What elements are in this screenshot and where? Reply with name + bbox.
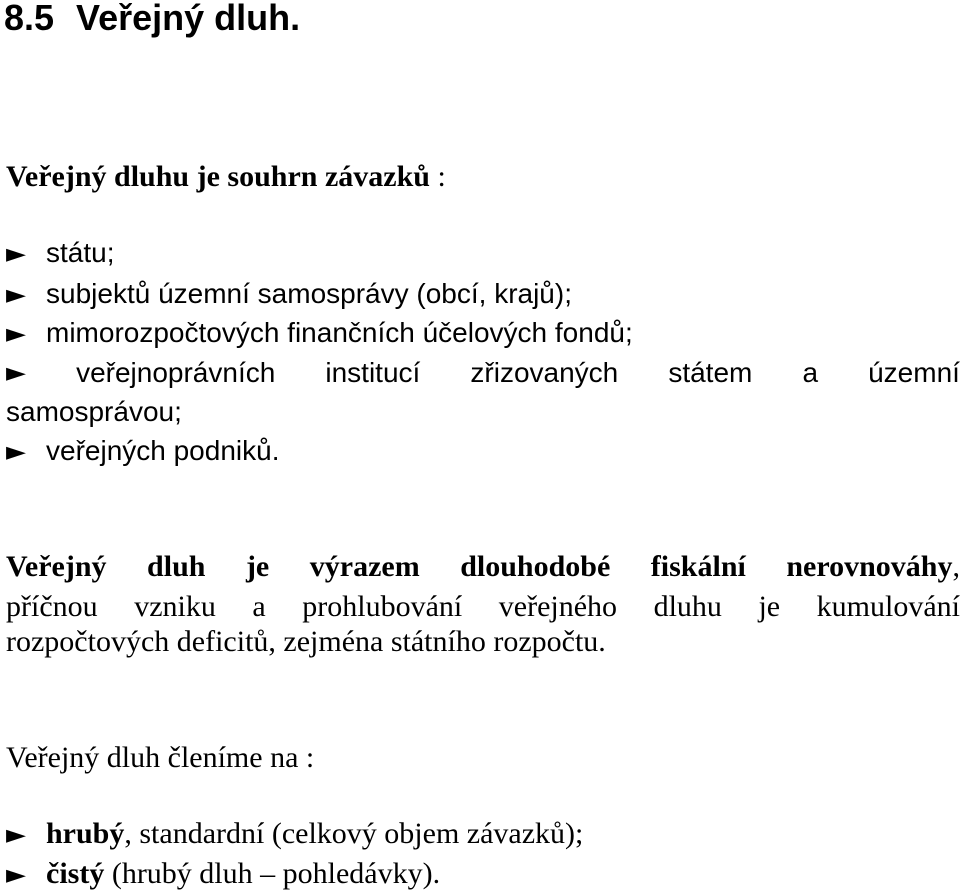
- word: institucí: [325, 357, 421, 388]
- bullet-arrow-icon: ►: [6, 239, 26, 269]
- word: státem: [668, 357, 753, 388]
- word: a: [802, 357, 819, 388]
- list-item-continuation: samosprávou;: [6, 396, 182, 427]
- list-item-text: státu;: [46, 237, 115, 268]
- word: územní: [868, 357, 960, 388]
- paragraph-comma: ,: [952, 550, 960, 583]
- list-item: [6, 432, 279, 471]
- definition-intro-bold: Veřejný dluhu je souhrn závazků: [6, 160, 430, 193]
- bullet-arrow-icon: ►: [6, 358, 26, 388]
- list-item: [6, 275, 572, 314]
- list-item-text: mimorozpočtových finančních účelových fondů;: [46, 317, 633, 348]
- list-item-desc: (hrubý dluh – pohledávky).: [104, 857, 441, 890]
- list-item-desc: , standardní (celkový objem závazků);: [124, 817, 584, 850]
- paragraph-line: rozpočtových deficitů, zejména státního rozpočtu.: [6, 625, 606, 658]
- word: zřizovaných: [470, 357, 619, 388]
- paragraph-line: [6, 547, 960, 587]
- bullet-arrow-icon: ►: [6, 319, 26, 349]
- list-item-text: subjektů územní samosprávy (obcí, krajů);: [46, 278, 572, 309]
- section-title: Veřejný dluh.: [76, 0, 301, 38]
- list-item: [6, 815, 583, 854]
- section-heading: [4, 0, 300, 40]
- list-item-long: [6, 354, 960, 392]
- bullet-arrow-icon: ►: [6, 280, 26, 310]
- bullet-arrow-icon: ►: [6, 437, 26, 467]
- definition-intro-rest: :: [429, 160, 446, 193]
- list-item: [6, 234, 114, 273]
- bullet-arrow-icon: ►: [6, 860, 26, 890]
- paragraph-line: příčnou vzniku a prohlubování veřejného dluhu je kumulování: [6, 590, 960, 623]
- bullet-arrow-icon: ►: [6, 820, 26, 850]
- list-item-term: hrubý: [46, 817, 125, 850]
- section-number: 8.5: [4, 0, 55, 38]
- list-item-text: veřejných podniků.: [46, 435, 280, 466]
- definition-intro: [6, 158, 446, 196]
- division-intro: Veřejný dluh členíme na :: [6, 741, 315, 774]
- list-item: [6, 855, 440, 894]
- word: veřejnoprávních: [76, 357, 276, 388]
- paragraph-bold: Veřejný dluh je výrazem dlouhodobé fiskální nerovnováhy: [6, 550, 953, 583]
- list-item-term: čistý: [46, 857, 105, 890]
- list-item: [6, 314, 633, 353]
